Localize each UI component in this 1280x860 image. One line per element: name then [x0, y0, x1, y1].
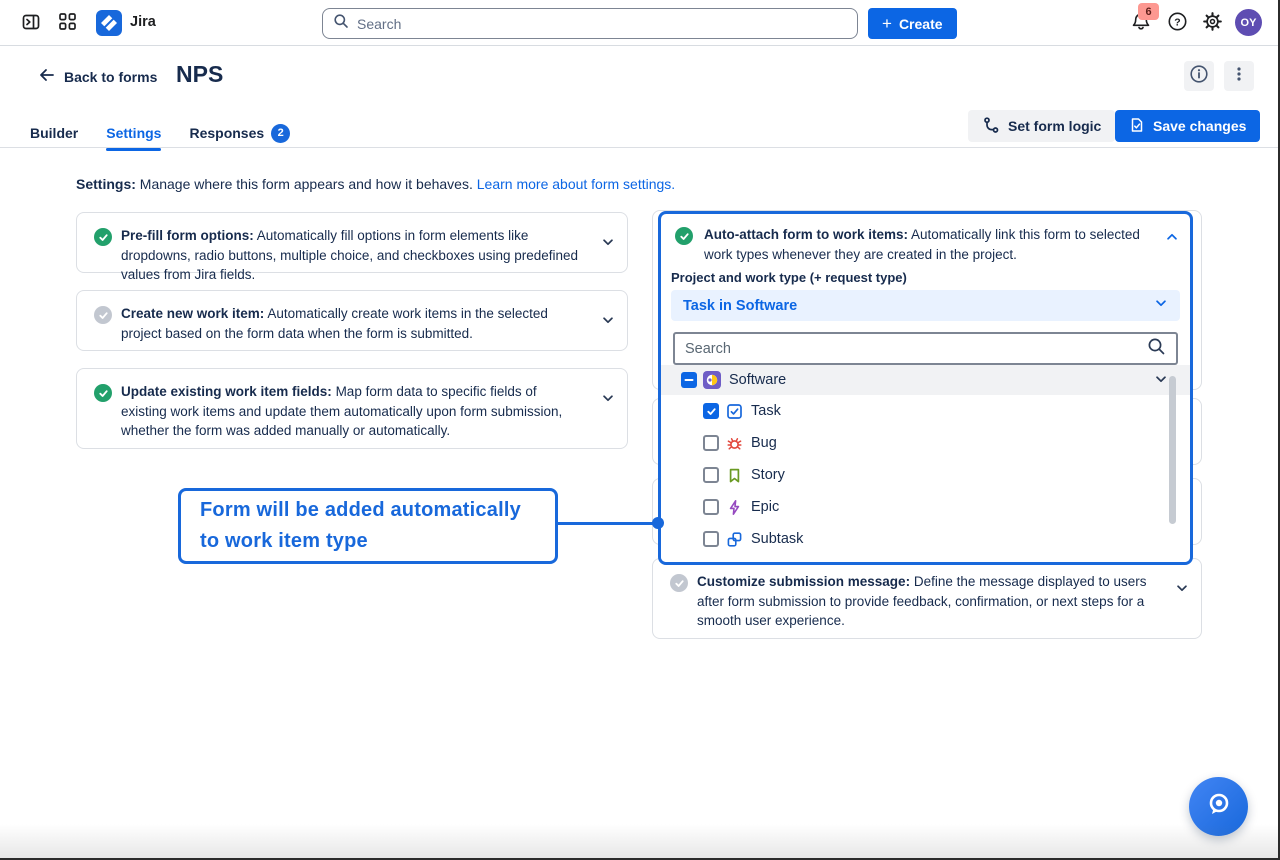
user-avatar[interactable]: OY — [1235, 9, 1262, 36]
chat-search-icon — [1204, 789, 1234, 824]
customize-card-text — [697, 572, 1157, 631]
learn-more-link[interactable]: Learn more about form settings. — [476, 176, 676, 192]
chevron-down-icon — [1154, 296, 1168, 315]
callout-line-1: Form will be added automatically — [200, 499, 521, 521]
tab-responses[interactable] — [189, 120, 290, 146]
unchecked-checkbox[interactable] — [703, 531, 719, 547]
auto-attach-card-title: Auto-attach form to work items: — [704, 227, 909, 242]
save-changes-button[interactable] — [1115, 110, 1260, 142]
project-worktype-field-label: Project and work type (+ request type) — [671, 270, 907, 285]
annotation-callout — [178, 488, 558, 564]
info-icon — [1189, 64, 1209, 89]
back-arrow-icon — [38, 66, 56, 87]
chevron-up-icon[interactable] — [1165, 230, 1179, 249]
tab-settings[interactable] — [106, 120, 161, 146]
unchecked-checkbox[interactable] — [703, 499, 719, 515]
callout-line-2: to work item type — [200, 530, 368, 552]
worktype-row-task[interactable] — [661, 395, 1190, 427]
auto-attach-card-desc: Automatically link this form to selected work types whenever they are created in the project. — [704, 227, 1140, 262]
assistant-fab-button[interactable] — [1189, 777, 1248, 836]
settings-description-label: Settings: — [76, 176, 136, 192]
top-navigation-bar — [0, 0, 1280, 46]
chevron-down-icon[interactable] — [601, 391, 615, 410]
jira-logo[interactable] — [96, 10, 122, 36]
create-button-label: Create — [898, 15, 943, 32]
settings-button[interactable] — [1199, 11, 1225, 37]
tabs-divider — [0, 147, 1280, 148]
worktype-label: Subtask — [751, 531, 804, 547]
software-project-icon — [703, 371, 721, 389]
bottom-fade — [0, 824, 1280, 858]
callout-connector-line — [558, 522, 655, 525]
search-icon — [333, 13, 349, 34]
search-icon — [1147, 337, 1166, 361]
global-search-field[interactable] — [322, 8, 858, 39]
document-check-icon — [1129, 117, 1145, 136]
customize-card-desc: Define the message displayed to users after form submission to provide feedback, confirmation, or next steps for a smooth user experience. — [697, 574, 1147, 628]
disabled-check-icon — [94, 306, 112, 324]
app-grid-icon — [58, 12, 77, 36]
customize-submission-card[interactable] — [652, 558, 1202, 639]
worktype-search-input[interactable] — [685, 341, 1147, 357]
responses-count-badge: 2 — [271, 124, 290, 143]
global-search-input[interactable] — [357, 16, 847, 32]
bug-type-icon — [725, 434, 743, 452]
worktype-row-story[interactable] — [661, 459, 1190, 491]
question-circle-icon — [1167, 11, 1188, 37]
save-changes-label: Save changes — [1153, 118, 1247, 134]
tab-settings-label: Settings — [106, 125, 162, 141]
create-button[interactable] — [868, 8, 957, 39]
more-actions-button[interactable] — [1224, 61, 1254, 91]
page-title: NPS — [176, 61, 224, 87]
form-tabs — [30, 120, 290, 146]
project-row-software[interactable] — [661, 365, 1190, 395]
settings-description — [76, 176, 675, 192]
prefill-form-options-card[interactable] — [76, 212, 628, 282]
back-to-forms-link[interactable] — [38, 66, 157, 87]
unchecked-checkbox[interactable] — [703, 435, 719, 451]
worktype-label: Story — [751, 467, 785, 483]
gear-icon — [1202, 11, 1223, 37]
chevron-down-icon[interactable] — [1154, 372, 1168, 391]
epic-type-icon — [725, 498, 743, 516]
update-card-desc: Map form data to specific fields of existing work items and update them automatically upon form submission, whether the form was added manually or automatically. — [121, 384, 563, 438]
worktype-label: Task — [751, 403, 781, 419]
settings-description-text: Manage where this form appears and how it behaves. — [139, 176, 473, 192]
disabled-check-icon — [670, 574, 688, 592]
create-card-text — [121, 304, 583, 343]
worktype-row-epic[interactable] — [661, 491, 1190, 523]
chevron-down-icon[interactable] — [601, 235, 615, 254]
unchecked-checkbox[interactable] — [703, 467, 719, 483]
customize-card-title: Customize submission message: — [697, 574, 911, 589]
tab-responses-label: Responses — [189, 125, 265, 141]
auto-attach-card-text — [704, 225, 1149, 264]
prefill-card-title: Pre-fill form options: — [121, 228, 254, 243]
story-type-icon — [725, 466, 743, 484]
enabled-check-icon — [94, 384, 112, 402]
worktype-select-value: Task in Software — [683, 297, 798, 314]
subtask-type-icon — [725, 530, 743, 548]
worktype-row-bug[interactable] — [661, 427, 1190, 459]
create-new-work-item-card[interactable] — [76, 290, 628, 351]
enabled-check-icon — [675, 227, 693, 245]
help-button[interactable] — [1164, 11, 1190, 37]
prefill-card-text — [121, 226, 583, 285]
checked-checkbox[interactable] — [703, 403, 719, 419]
worktype-label: Bug — [751, 435, 777, 451]
project-name: Software — [729, 372, 787, 388]
task-type-icon — [725, 402, 743, 420]
tab-builder-label: Builder — [30, 125, 79, 141]
branch-logic-icon — [982, 116, 1000, 137]
worktype-search-field[interactable] — [673, 332, 1178, 365]
prefill-card-desc: Automatically fill options in form elements like dropdowns, radio buttons, multiple choice, and checkboxes using predefined values from Jira fields. — [121, 228, 579, 282]
sidebar-panel-icon — [21, 12, 41, 37]
chevron-down-icon[interactable] — [601, 313, 615, 332]
tab-builder[interactable] — [30, 120, 78, 146]
worktype-dropdown-list — [661, 365, 1190, 562]
callout-connector-dot — [652, 517, 664, 529]
svg-text:?: ? — [1173, 16, 1181, 29]
kebab-menu-icon — [1230, 65, 1248, 88]
indeterminate-checkbox[interactable] — [681, 372, 697, 388]
update-existing-fields-card[interactable] — [76, 368, 628, 449]
dropdown-scrollbar[interactable] — [1169, 376, 1176, 524]
sidebar-toggle-button[interactable] — [18, 11, 44, 37]
set-form-logic-label: Set form logic — [1008, 118, 1102, 134]
app-name: Jira — [130, 14, 156, 30]
back-to-forms-label: Back to forms — [64, 68, 158, 85]
auto-attach-card[interactable] — [658, 211, 1193, 565]
set-form-logic-button[interactable] — [968, 110, 1115, 142]
update-card-text — [121, 382, 583, 441]
enabled-check-icon — [94, 228, 112, 246]
chevron-down-icon[interactable] — [1175, 581, 1189, 600]
plus-icon: + — [882, 14, 892, 33]
app-switcher-button[interactable] — [54, 11, 80, 37]
update-card-title: Update existing work item fields: — [121, 384, 332, 399]
worktype-label: Epic — [751, 499, 780, 515]
create-card-desc: Automatically create work items in the selected project based on the form data when the form is submitted. — [121, 306, 548, 341]
form-info-button[interactable] — [1184, 61, 1214, 91]
create-card-title: Create new work item: — [121, 306, 265, 321]
notification-count-badge: 6 — [1138, 3, 1159, 20]
worktype-select[interactable] — [671, 290, 1180, 321]
worktype-row-subtask[interactable] — [661, 523, 1190, 555]
